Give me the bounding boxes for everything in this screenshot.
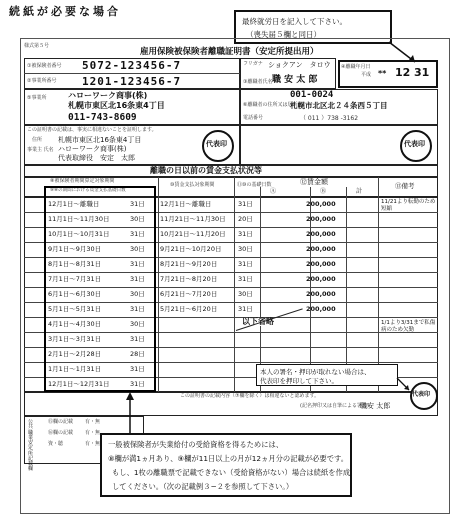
date-year: ** bbox=[378, 69, 387, 78]
side-label: 公共職業安定所記載欄 bbox=[28, 419, 34, 473]
col-days: ⑪⑩の基礎日数 bbox=[237, 182, 272, 188]
employer-address-label: 住所 bbox=[32, 137, 43, 143]
furigana: ショクアン タロウ bbox=[268, 61, 331, 69]
seal-note-line-2: 代表印を押印して下さい。 bbox=[260, 377, 338, 385]
person-name: 職 安 太 郎 bbox=[272, 75, 318, 85]
table-row: 6月1日〜6月30日 30日 6月21日〜7月20日 30日 200,000 bbox=[48, 290, 336, 298]
col-period-b: ⑨⑧の期間における賃金支払基礎日数 bbox=[50, 188, 126, 193]
explanation-line-1: 一般被保険者が失業給付の受給資格を得るためには、 bbox=[108, 440, 284, 449]
table-row: 1月1日〜1月31日 31日 bbox=[48, 365, 145, 373]
seal-note-line-1: 本人の署名・押印が取れない場合は、 bbox=[260, 368, 371, 376]
insured-number-label: ①被保険者番号 bbox=[27, 63, 62, 69]
stamp-row-3: 資・聴 bbox=[48, 441, 64, 447]
seal-stamp-3 bbox=[410, 382, 438, 410]
section-title: 離職の日以前の賃金支払状況等 bbox=[150, 166, 262, 175]
table-row: 3月1日〜3月31日 31日 bbox=[48, 335, 145, 343]
furigana-label: フリガナ bbox=[243, 61, 263, 67]
date-month: 12 bbox=[395, 66, 411, 79]
office-phone: 011-743-8609 bbox=[68, 112, 137, 123]
omitted-label: 以下省略 bbox=[242, 317, 274, 326]
insured-number: 5072-123456-7 bbox=[82, 59, 182, 72]
remark-top: 11/21より転勤のため短縮 bbox=[381, 199, 436, 213]
office-number-label: ②事業所番号 bbox=[27, 78, 57, 84]
employer-address: 札幌市東区北16条東4丁目 bbox=[58, 136, 142, 144]
seal-stamp bbox=[202, 130, 234, 162]
col-period-a: ⑧被保険者期間算定対象期間 bbox=[50, 178, 115, 184]
receipt-note: この証明書の記載内容（⑦欄を除く）は相違ないと認めます。 bbox=[180, 393, 320, 399]
arrow-icon bbox=[112, 390, 142, 436]
page-heading: 続紙が必要な場合 bbox=[9, 5, 121, 18]
employer-name: ハローワーク商事(株) bbox=[58, 145, 127, 153]
table-row: 8月1日〜8月31日 31日 8月21日〜9月20日 31日 200,000 bbox=[48, 260, 336, 268]
explanation-callout bbox=[100, 433, 352, 497]
postal-label: ⑥離職者の住所又は居所 bbox=[243, 102, 298, 108]
col-b: Ⓑ bbox=[320, 188, 327, 195]
table-row: 7月1日〜7月31日 31日 7月21日〜8月20日 31日 200,000 bbox=[48, 275, 336, 283]
office-address: 札幌市東区北16条東4丁目 bbox=[68, 101, 165, 110]
stamp-row-1: ⑮欄の記載 bbox=[48, 419, 74, 425]
person-phone: （ 011 ）738 -3162 bbox=[300, 115, 359, 122]
table-row: 12月1日〜12月31日 31日 bbox=[48, 380, 145, 388]
table-row: 5月1日〜5月31日 31日 5月21日〜6月20日 31日 200,000 bbox=[48, 305, 336, 313]
col-wage: ⑫賃金額 bbox=[300, 178, 328, 186]
col-wage-period: ⑩賃金支払対象期間 bbox=[170, 182, 215, 188]
col-a: Ⓐ bbox=[270, 188, 277, 195]
stamp-row-2: ⑯欄の記載 bbox=[48, 430, 74, 436]
table-row: 12月1日〜離職日 31日 12月1日〜離職日 31日 200,000 bbox=[48, 200, 336, 208]
col-remarks: ⑬備考 bbox=[395, 182, 415, 190]
signature-person: 職安 太郎 bbox=[360, 402, 391, 410]
seal-text-3: 代表印 bbox=[412, 391, 431, 398]
explanation-line-4: してください。（次の記載例３−２を参照して下さい。） bbox=[112, 482, 294, 491]
seal-text: 代表印 bbox=[206, 140, 227, 148]
date-label: ④離職年月日 bbox=[341, 64, 371, 70]
form-title: 雇用保険被保険者離職証明書（安定所提出用） bbox=[140, 47, 319, 57]
explanation-line-2: ⑧欄が満1ヵ月あり、⑨欄が11日以上の月が12ヵ月分の記載が必要です。 bbox=[108, 454, 349, 463]
seal-stamp-2 bbox=[400, 130, 432, 162]
table-row: 2月1日〜2月28日 28日 bbox=[48, 350, 145, 358]
employer-name-label: 事業主 氏名 bbox=[27, 147, 54, 153]
yes-no-3: 有・無 bbox=[85, 441, 101, 447]
table-row: 10月1日〜10月31日 31日 10月21日〜11月20日 31日 200,000 bbox=[48, 230, 336, 238]
table-row: 4月1日〜4月30日 30日 bbox=[48, 320, 145, 328]
col-total: 計 bbox=[356, 188, 363, 195]
table-row: 11月1日〜11月30日 30日 11月21日〜11月30日 20日 200,000 bbox=[48, 215, 336, 223]
cert-note: この証明書の記載は、事実に相違ないことを証明します。 bbox=[27, 127, 157, 133]
postal-code: 001-0024 bbox=[290, 90, 334, 100]
office-label: ⑤事業所 bbox=[27, 95, 47, 101]
seal-callout bbox=[256, 364, 398, 386]
office-name: ハローワーク商事(株) bbox=[68, 91, 148, 100]
name-label: ③離職者氏名 bbox=[243, 79, 273, 85]
yes-no-2: 有・無 bbox=[85, 430, 101, 436]
top-note-line-1: 最終就労日を記入して下さい。 bbox=[242, 17, 347, 26]
phone-label: 電話番号 bbox=[243, 115, 264, 121]
seal-text-2: 代表印 bbox=[404, 140, 425, 148]
person-address: 札幌市北区北２４条西５丁目 bbox=[290, 101, 388, 110]
office-number: 1201-123456-7 bbox=[82, 75, 182, 88]
form-number: 様式第５号 bbox=[24, 43, 50, 49]
explanation-line-3: もし、1枚の離職票で記載できない（受給資格がない）場合は続紙を作成 bbox=[112, 468, 351, 477]
employer-rep: 代表取締役 安定 太郎 bbox=[58, 154, 135, 162]
table-row: 9月1日〜9月30日 30日 9月21日〜10月20日 30日 200,000 bbox=[48, 245, 336, 253]
period-highlight bbox=[44, 186, 156, 392]
remark-bottom: 1/1より3/31まで私傷病のため欠勤 bbox=[381, 320, 436, 334]
top-note-line-2: （喪失届５欄と同日） bbox=[246, 30, 321, 39]
date-day: 31 bbox=[414, 66, 430, 79]
signature-label: (記名押印又は自筆による署名) bbox=[300, 403, 369, 409]
yes-no-1: 有・無 bbox=[85, 419, 101, 425]
date-era: 平成 bbox=[361, 72, 372, 78]
